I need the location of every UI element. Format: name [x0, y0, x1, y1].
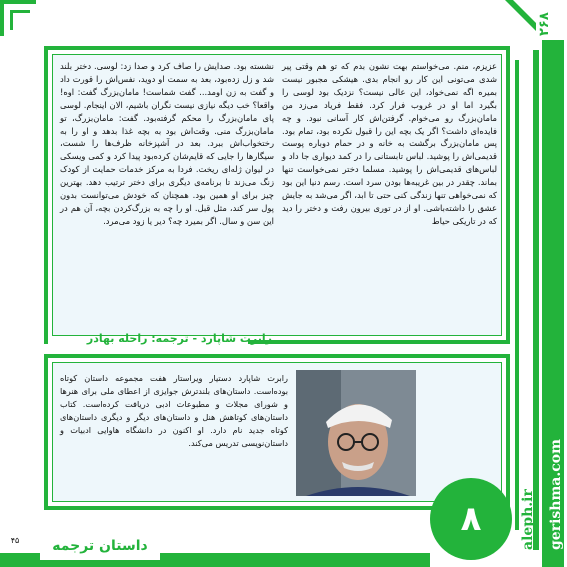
article-column-left: نشسته بود. صدایش را صاف کرد و صدا زد: لوسی. دختر بلند شد و زل زده‌بود، بعد به سمت او دوید، نفس‌اش را قورت داد و گفت به زن اومد... گفت شماست! مامان‌بزرگ گفت: اوه! واقعا؟ خب دیگه نیازی نیست نگران باشیم، الان اینجام. لوسی پای مامان‌بزرگ را محکم گرفته‌بود. گفت: مامان‌بزرگ، تو مامان‌بزرگ منی. وقت‌اش بود به بچه غذا بدهد و او را به رختخواب‌اش ببرد. بعد در آشپزخانه ظرف‌ها را شست، سیگارها را جایی که قایم‌شان کرده‌بود پیدا کرد و کمی ویسکی در لیوان ژله‌ای ریخت. فردا به مرکز خدمات حمایت از کودک زنگ می‌زند تا برنامه‌ی دیگری برای دختر ترتیب دهد. بهترین چیز برای او همین بود. همچنان که خودش می‌توانست بدون پول سر کند، مثل قبل. او را چه به بزرگ‌کردن بچه، آن هم در این سن و سال. اگر بمیرد چه؟ دیر یا زود می‌مرد. [60, 61, 274, 226]
article-column-right: عزیزم، منم. می‌خواستم بهت نشون بدم که تو هم وقتی پیر شدی می‌تونی این کار رو انجام بدی. هیشکی مجبور نیست بمیره اگه نمی‌خواد، این عالی نیست؟ نزدیک بود لوسی را بگیرد اما او در غروب فرار کرد. فقط فریاد می‌زد من مامان‌بزرگ رو می‌خوام. گرفتن‌اش کار آسانی نبود. و چه فایده‌ای داشت؟ اگر یک بچه این را قبول نکرده بود، تمام بود. پس مامان‌بزرگ برگشت به خانه و در حمام دوباره پوست قدیمی‌اش را پوشید. لباس تابستانی را در کمد دیواری جا داد و لباس‌های قدیمی‌اش را پوشید. مسلما دختر نمی‌خواست تنها بماند. چقدر در بین غریبه‌ها بودن سرد است. رسم دنیا این بود که نمی‌خواهی تنها زندگی کنی حتی تا ابد، اگر می‌شد به جایش عشق را داشته‌باشی. او از در توری بیرون رفت و دختر را دید که در تاریکی حیاط [282, 61, 497, 226]
right-thin-rule [515, 60, 519, 530]
issue-number: ۲۶۸ [537, 12, 552, 36]
top-left-corner-ornament [0, 0, 40, 40]
author-bio: رابرت شاپارد دستیار ویراستار هفت مجموعه داستان کوتاه بوده‌است. داستان‌های بلندترش جوایزی از اعطای ملی برای هنرها و شورای مجلات و مطبوعات ادبی دریافت کرده‌است. کتاب داستان‌های کوتاهش هنل و داستان‌های دیگر و دیگری داستان‌های کوتاه جدید نام دارد. او اکنون در دانشگاه هاوایی ادبیات و داستان‌نویسی تدریس می‌کند. [60, 373, 288, 448]
site-gerishma: gerishma.com [548, 439, 564, 550]
author-credit: رابرت شاپارد - ترجمه: راحله بهادر [86, 332, 272, 345]
badge-number: ۸ [460, 499, 482, 539]
site-aleph: aleph.ir [520, 489, 536, 550]
page-number: ۴۵ [10, 536, 20, 545]
portrait-photo [296, 370, 416, 496]
section-title: داستان ترجمه [40, 538, 160, 560]
